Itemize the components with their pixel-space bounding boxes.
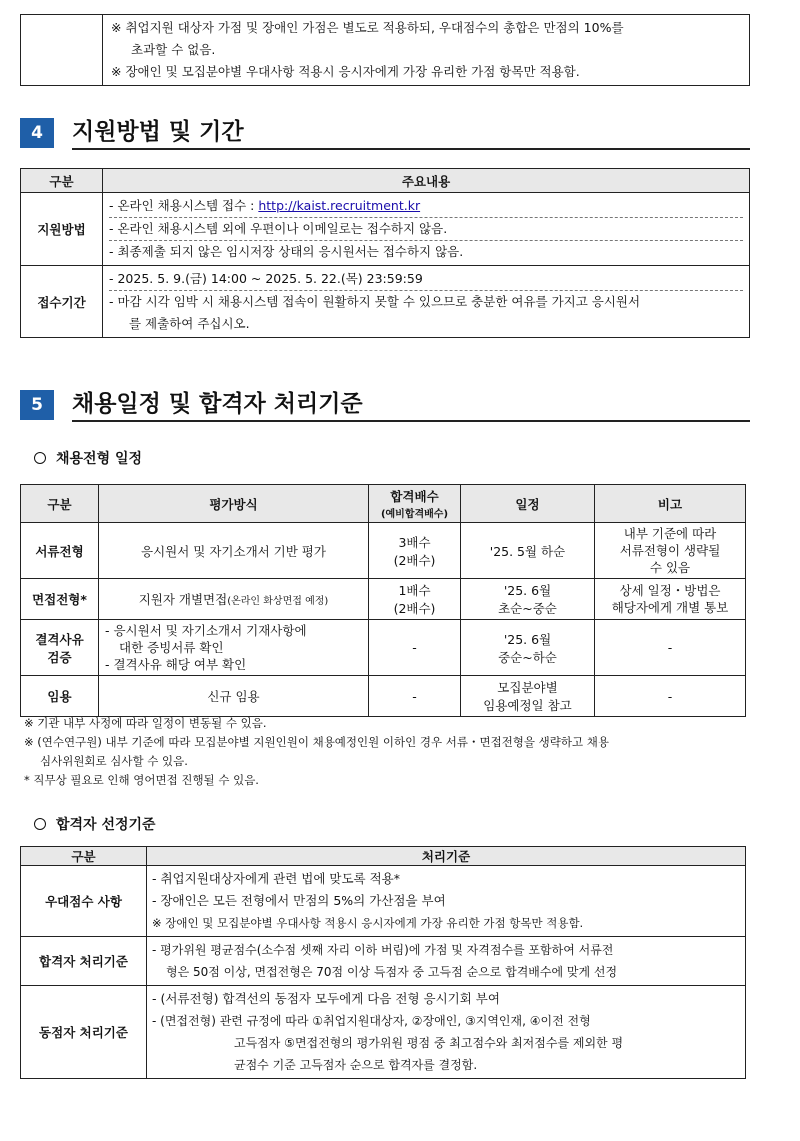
criteria-line: 고득점자 ⑤면접전형의 평가위원 평점 중 최고점수와 최저점수를 제외한 평 — [234, 1036, 624, 1050]
section-title: 채용일정 및 합격자 처리기준 — [72, 391, 363, 417]
table-row — [21, 620, 746, 676]
date-line: 초순~중순 — [498, 601, 557, 616]
note-line: ※ 취업지원 대상자 가점 및 장애인 가점은 별도로 적용하되, 우대점수의 총합은 만점의 10%를 — [111, 20, 624, 35]
application-method-label: 지원방법 — [21, 193, 103, 266]
table-row — [21, 866, 746, 937]
stage-cell: 서류전형 — [21, 523, 99, 579]
header-ratio — [369, 485, 461, 523]
header-method: 평가방식 — [99, 485, 369, 523]
method-line: - 결격사유 해당 여부 확인 — [105, 657, 247, 672]
criteria-line: - 취업지원대상자에게 관련 법에 맞도록 적용* — [152, 871, 400, 886]
remarks-line: 해당자에게 개별 통보 — [611, 600, 729, 615]
date-line: 중순~하순 — [498, 649, 557, 665]
note-line: ※ 장애인 및 모집분야별 우대사항 적용시 응시자에게 가장 유리한 가점 항목만 적용함. — [111, 64, 580, 79]
stage-cell: 면접전형* — [21, 579, 99, 620]
criteria-subheading — [34, 814, 156, 834]
stage-line: 검증 — [47, 649, 72, 665]
criteria-table — [20, 846, 746, 1079]
table-row — [21, 986, 746, 1079]
header-stage: 구분 — [21, 485, 99, 523]
application-method-table — [20, 168, 750, 338]
header-remarks: 비고 — [595, 485, 746, 523]
method-cell — [99, 620, 369, 676]
header-ratio-sub: (예비합격배수) — [380, 509, 449, 520]
ratio-cell — [369, 579, 461, 620]
criteria-content — [147, 986, 746, 1079]
remarks-cell: - — [595, 676, 746, 717]
application-period-label: 접수기간 — [21, 266, 103, 338]
ratio-main: 3배수 — [398, 534, 431, 550]
header-category: 구분 — [21, 169, 103, 193]
remarks-cell — [595, 579, 746, 620]
section-title: 지원방법 및 기간 — [72, 119, 244, 145]
remarks-cell — [595, 523, 746, 579]
criteria-label: 합격자 처리기준 — [21, 937, 147, 986]
recruitment-site-link[interactable]: http://kaist.recruitment.kr — [258, 198, 421, 213]
ratio-cell: - — [369, 620, 461, 676]
empty-label-cell — [21, 15, 103, 86]
table-row — [21, 676, 746, 717]
ratio-cell: - — [369, 676, 461, 717]
remarks-line: 상세 일정・방법은 — [619, 583, 721, 598]
date-line: '25. 6월 — [503, 583, 552, 598]
section-rule — [72, 420, 750, 422]
date-line: 모집분야별 — [497, 680, 558, 695]
criteria-line: - (면접전형) 관련 규정에 따라 ①취업지원대상자, ②장애인, ③지역인재, ④이전 전형 — [152, 1014, 591, 1028]
header-content: 주요내용 — [103, 169, 750, 193]
remarks-line: 서류전형이 생략될 — [619, 543, 721, 558]
schedule-subheading — [34, 448, 142, 468]
criteria-line: - 장애인은 모든 전형에서 만점의 5%의 가산점을 부여 — [152, 893, 446, 908]
date-line: '25. 6월 — [503, 631, 552, 647]
method-line: - 응시원서 및 자기소개서 기재사항에 — [105, 623, 307, 638]
stage-line: 결격사유 — [35, 631, 84, 647]
ratio-main: 1배수 — [398, 583, 431, 598]
header-date: 일정 — [461, 485, 595, 523]
content-line: - 마감 시각 임박 시 채용시스템 접속이 원활하지 못할 수 있으므로 충분한 여유를 가지고 응시원서 — [109, 294, 641, 309]
content-line: 를 제출하여 주십시오. — [129, 316, 250, 331]
circle-bullet-icon — [34, 818, 46, 830]
section-5-header — [20, 388, 750, 422]
method-text: 지원자 개별면접 — [138, 592, 228, 607]
content-line: - 2025. 5. 9.(금) 14:00 ~ 2025. 5. 22.(목) 23:59:59 — [109, 268, 743, 291]
method-line: 대한 증빙서류 확인 — [119, 640, 224, 655]
subheading-text: 합격자 선정기준 — [56, 817, 156, 833]
table-row — [21, 579, 746, 620]
circle-bullet-icon — [34, 452, 46, 464]
header-category: 구분 — [21, 847, 147, 866]
table-row — [21, 937, 746, 986]
method-cell: 신규 임용 — [99, 676, 369, 717]
preference-notes-table — [20, 14, 750, 86]
content-line: - 최종제출 되지 않은 임시저장 상태의 응시원서는 접수하지 않음. — [109, 244, 464, 259]
date-cell: '25. 5월 하순 — [461, 523, 595, 579]
section-number: 4 — [20, 118, 54, 148]
stage-cell — [21, 620, 99, 676]
schedule-notes — [24, 714, 754, 790]
section-rule — [72, 148, 750, 150]
application-period-content — [103, 266, 750, 338]
ratio-sub: (2배수) — [393, 601, 436, 616]
section-number: 5 — [20, 390, 54, 420]
schedule-table — [20, 484, 746, 717]
note-line: 심사위원회로 심사할 수 있음. — [40, 754, 188, 768]
section-4-header — [20, 116, 750, 150]
criteria-label: 동점자 처리기준 — [21, 986, 147, 1079]
content-line: - 온라인 채용시스템 외에 우편이나 이메일로는 접수하지 않음. — [109, 218, 743, 241]
criteria-line: 균점수 기준 고득점자 순으로 합격자를 결정함. — [234, 1058, 478, 1072]
criteria-line: - 평가위원 평균점수(소수점 셋째 자리 이하 버림)에 가점 및 자격점수를 포함하여 서류전 — [152, 943, 614, 957]
criteria-line: ※ 장애인 및 모집분야별 우대사항 적용시 응시자에게 가장 유리한 가점 항목만 적용함. — [152, 916, 584, 930]
criteria-content — [147, 866, 746, 937]
subheading-text: 채용전형 일정 — [56, 451, 143, 467]
remarks-cell: - — [595, 620, 746, 676]
note-line: 초과할 수 없음. — [131, 42, 216, 57]
criteria-line: 형은 50점 이상, 면접전형은 70점 이상 득점자 중 고득점 순으로 합격배수에 맞게 선정 — [166, 965, 618, 979]
date-cell — [461, 676, 595, 717]
header-ratio-main: 합격배수 — [390, 489, 439, 504]
application-method-content — [103, 193, 750, 266]
date-line: 임용예정일 참고 — [483, 698, 572, 713]
stage-cell: 임용 — [21, 676, 99, 717]
date-cell — [461, 620, 595, 676]
remarks-line: 내부 기준에 따라 — [623, 526, 717, 541]
date-cell — [461, 579, 595, 620]
criteria-line: - (서류전형) 합격선의 동점자 모두에게 다음 전형 응시기회 부여 — [152, 991, 500, 1006]
note-line: * 직무상 필요로 인해 영어면접 진행될 수 있음. — [24, 773, 259, 787]
method-note: (온라인 화상면접 예정) — [227, 596, 329, 607]
criteria-label: 우대점수 사항 — [21, 866, 147, 937]
preference-notes-cell — [103, 15, 750, 86]
header-criteria: 처리기준 — [147, 847, 746, 866]
ratio-cell — [369, 523, 461, 579]
ratio-sub: (2배수) — [393, 552, 436, 568]
note-line: ※ (연수연구원) 내부 기준에 따라 모집분야별 지원인원이 채용예정인원 이하인 경우 서류・면접전형을 생략하고 채용 — [24, 735, 609, 749]
criteria-content — [147, 937, 746, 986]
method-cell — [99, 579, 369, 620]
note-line: ※ 기관 내부 사정에 따라 일정이 변동될 수 있음. — [24, 716, 267, 730]
content-text: - 온라인 채용시스템 접수 : — [109, 198, 259, 213]
remarks-line: 수 있음 — [649, 560, 691, 575]
content-line — [109, 195, 743, 218]
method-cell: 응시원서 및 자기소개서 기반 평가 — [99, 523, 369, 579]
table-row — [21, 523, 746, 579]
